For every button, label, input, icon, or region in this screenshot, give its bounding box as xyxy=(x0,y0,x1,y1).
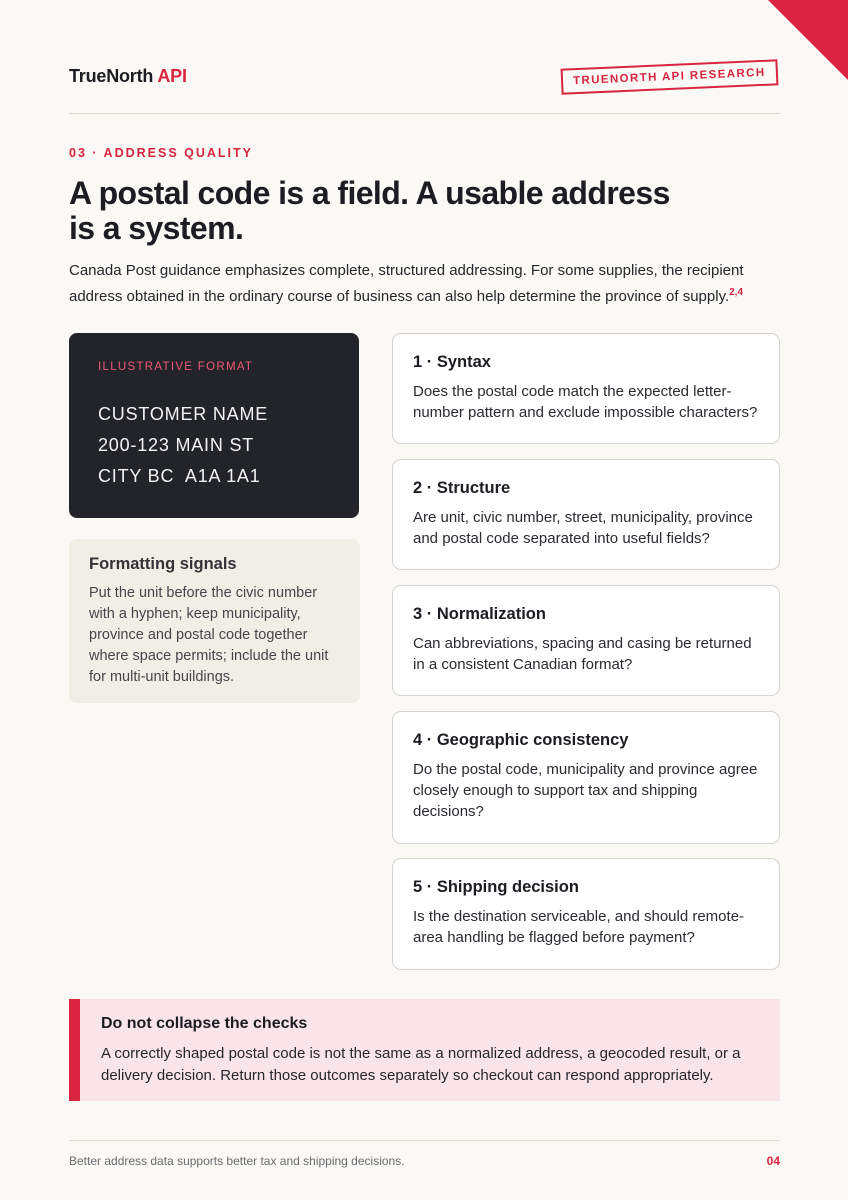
callout-body: A correctly shaped postal code is not the same as a normalized address, a geocoded result, or a delivery decision. Return those outcomes separately so checkout can respond appropriately. xyxy=(101,1045,741,1084)
step-body: Are unit, civic number, street, municipality, province and postal code separated into useful fields? xyxy=(413,509,753,547)
step-card-normalization xyxy=(392,585,780,696)
formatting-signals-panel xyxy=(69,539,360,703)
step-card-structure xyxy=(392,459,780,570)
step-card-syntax xyxy=(392,333,780,444)
step-body: Does the postal code match the expected letter-number pattern and exclude impossible characters? xyxy=(413,383,758,421)
page-title: A postal code is a field. A usable address is a system. xyxy=(69,175,670,246)
address-format-card xyxy=(69,333,359,518)
warning-callout xyxy=(69,999,780,1101)
brand-name: TrueNorth xyxy=(69,66,154,86)
lede-text: Canada Post guidance emphasizes complete, structured addressing. For some supplies, the recipient address obtained in the ordinary course of business can also help determine the province of supply. xyxy=(69,262,744,305)
step-body: Is the destination serviceable, and should remote-area handling be flagged before payment? xyxy=(413,908,745,946)
address-line: CUSTOMER NAME xyxy=(98,404,269,424)
brand-accent: API xyxy=(157,66,187,86)
step-body: Do the postal code, municipality and province agree closely enough to support tax and shipping decisions? xyxy=(413,761,758,820)
brand-logo xyxy=(69,66,187,87)
step-title: 2 · Structure xyxy=(413,479,511,497)
step-card-shipping-decision xyxy=(392,858,780,970)
section-eyebrow: 03 · ADDRESS QUALITY xyxy=(69,146,254,160)
page-number: 04 xyxy=(766,1154,780,1168)
page-footer xyxy=(69,1140,780,1168)
step-title: 3 · Normalization xyxy=(413,605,546,623)
signals-body: Put the unit before the civic number with a hyphen; keep municipality, province and postal code together where space permits; include the unit for multi-unit buildings. xyxy=(89,585,329,685)
step-card-geographic-consistency xyxy=(392,711,780,844)
signals-title: Formatting signals xyxy=(89,555,237,573)
step-title: 5 · Shipping decision xyxy=(413,878,579,896)
callout-title: Do not collapse the checks xyxy=(101,1015,308,1032)
step-title: 1 · Syntax xyxy=(413,353,491,371)
corner-accent xyxy=(768,0,848,80)
address-lines xyxy=(98,399,268,492)
address-line: CITY BC A1A 1A1 xyxy=(98,466,261,486)
footer-note: Better address data supports better tax and shipping decisions. xyxy=(69,1154,405,1168)
lede-paragraph xyxy=(69,260,769,308)
page-header xyxy=(69,64,780,114)
format-label: ILLUSTRATIVE FORMAT xyxy=(98,361,254,373)
step-body: Can abbreviations, spacing and casing be returned in a consistent Canadian format? xyxy=(413,635,752,673)
address-line: 200-123 MAIN ST xyxy=(98,435,255,455)
footnote-refs: 2,4 xyxy=(729,287,744,298)
step-title: 4 · Geographic consistency xyxy=(413,731,629,749)
research-stamp: TRUENORTH API RESEARCH xyxy=(561,59,779,94)
